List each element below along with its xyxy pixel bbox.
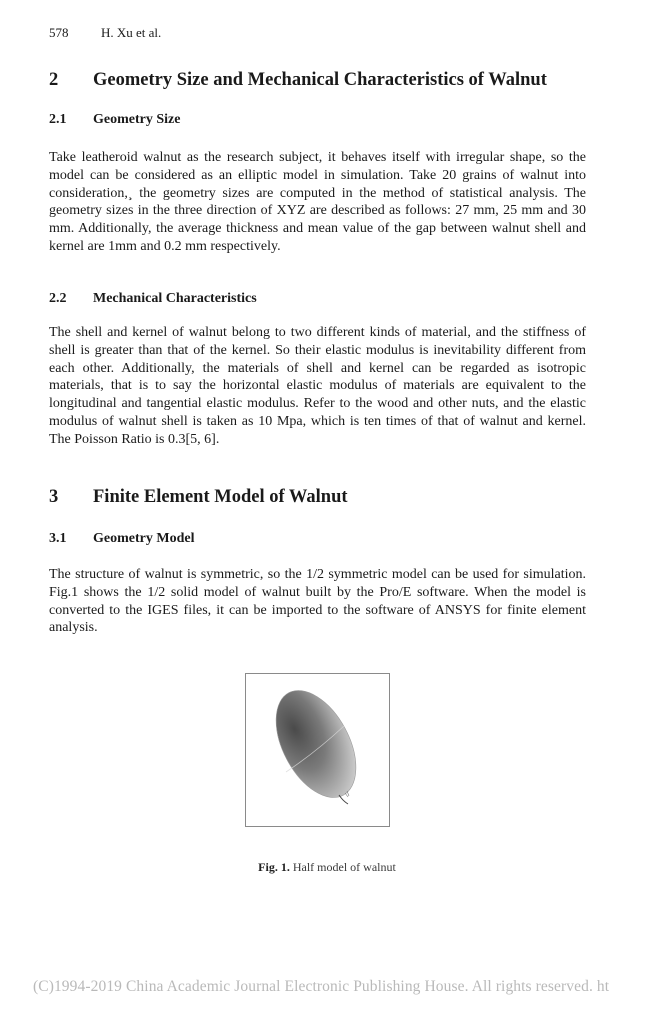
subsection-3-1-number: 3.1 — [49, 531, 67, 546]
subsection-2-1-number: 2.1 — [49, 112, 67, 127]
section-3-number: 3 — [49, 487, 59, 507]
subsection-2-1-title: Geometry Size — [93, 112, 181, 127]
walnut-stem — [339, 795, 348, 804]
figure-1-caption-text: Half model of walnut — [292, 860, 396, 874]
paragraph-mechanical-characteristics: The shell and kernel of walnut belong to two different kinds of material, and the stiffness of shell is greater than that of the kernel. So their elastic modulus is inevitability different from each other. Additionally, the materials of shell and kernel can be regarded as isotropic materials, that is to say the horizontal elastic modulus of materials are equivalent to the longitudinal and tangential elastic modulus. Refer to the wood and other nuts, and the elastic modulus of walnut shell is taken as 10 Mpa, which is ten times of that of walnut and kernel. The Poisson Ratio is 0.3[5, 6]. — [49, 325, 586, 447]
walnut-half-model-figure — [246, 674, 389, 826]
section-2-number: 2 — [49, 70, 59, 90]
walnut-shape — [260, 677, 373, 810]
subsection-2-2-number: 2.2 — [49, 291, 67, 306]
running-head-authors: H. Xu et al. — [101, 25, 162, 40]
figure-1-label: Fig. 1. — [258, 860, 290, 874]
figure-1-caption — [0, 860, 654, 875]
section-3-heading — [49, 487, 348, 508]
section-3-title: Finite Element Model of Walnut — [93, 487, 348, 507]
page-number: 578 — [49, 25, 69, 40]
running-head — [49, 25, 161, 41]
section-2-title: Geometry Size and Mechanical Characteristics of Walnut — [93, 70, 547, 90]
subsection-2-2-title: Mechanical Characteristics — [93, 291, 257, 306]
subsection-3-1-title: Geometry Model — [93, 531, 195, 546]
copyright-watermark: (C)1994-2019 China Academic Journal Electronic Publishing House. All rights reserved. ht — [33, 978, 610, 995]
section-2-heading — [49, 70, 547, 91]
subsection-3-1-heading — [49, 531, 194, 547]
figure-1-frame — [245, 673, 390, 827]
paragraph-geometry-size: Take leatheroid walnut as the research subject, it behaves itself with irregular shape, so the model can be considered as an elliptic model in simulation. Take 20 grains of walnut into consideration,¸ the geometry sizes are computed in the method of statistical analysis. The geometry sizes in the three direction of XYZ are described as follows: 27 mm, 25 mm and 30 mm. Additionally, the average thickness and mean value of the gap between walnut shell and kernel are 1mm and 0.2 mm respectively. — [49, 150, 586, 254]
subsection-2-1-heading — [49, 112, 180, 128]
subsection-2-2-heading — [49, 291, 257, 307]
paragraph-geometry-model: The structure of walnut is symmetric, so the 1/2 symmetric model can be used for simulation. Fig.1 shows the 1/2 solid model of walnut built by the Pro/E software. When the model is converted to the IGES files, it can be imported to the software of ANSYS for finite element analysis. — [49, 567, 586, 636]
